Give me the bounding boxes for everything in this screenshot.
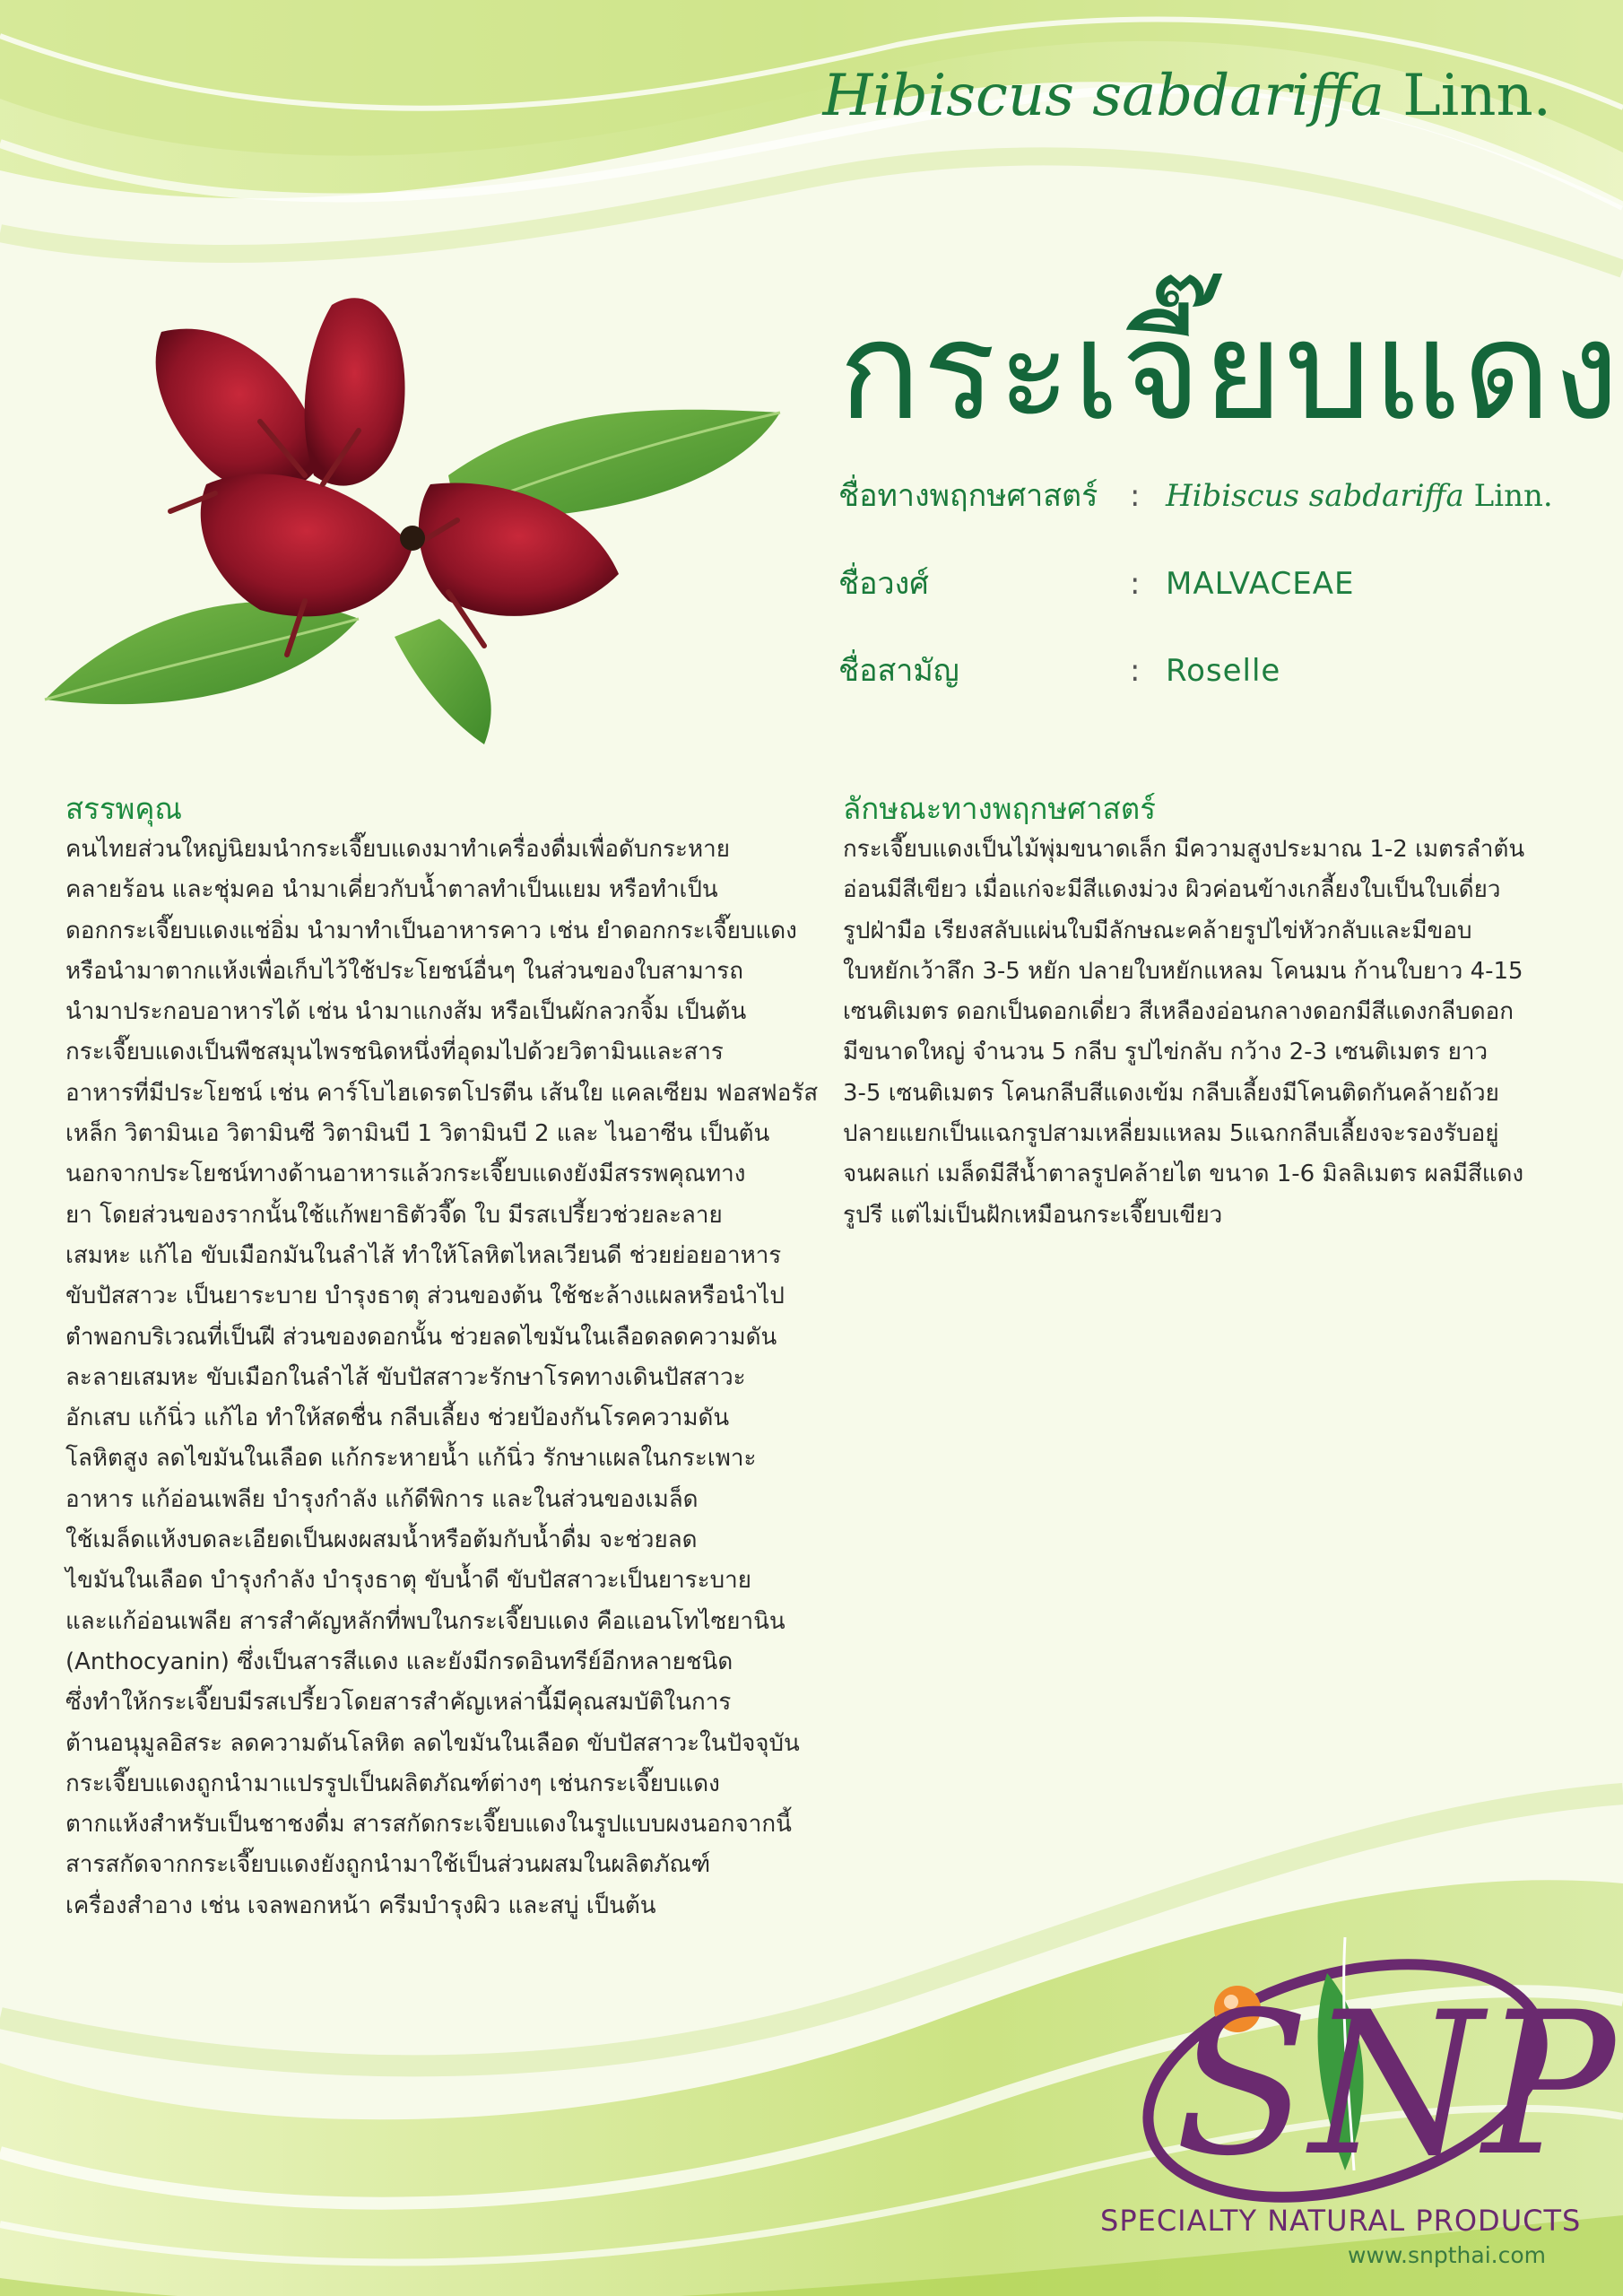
- info-row-family: [838, 559, 1355, 607]
- botany-line: จนผลแก่ เมล็ดมีสีน้ำตาลรูปคล้ายไต ขนาด 1-6 มิลลิเมตร ผลมีสีแดง: [843, 1161, 1524, 1188]
- benefits-line: นอกจากประโยชน์ทางด้านอาหารแล้วกระเจี๊ยบแดงยังมีสรรพคุณทาง: [65, 1161, 746, 1188]
- benefits-line: ดอกกระเจี๊ยบแดงแช่อิ่ม นำมาทำเป็นอาหารคาว เช่น ยำดอกกระเจี๊ยบแดง: [65, 917, 797, 944]
- benefits-line: อักเสบ แก้นิ่ว แก้ไอ ทำให้สดชื่น กลีบเลี้ยง ช่วยป้องกันโรคความดัน: [65, 1405, 730, 1432]
- benefits-line: เหล็ก วิตามินเอ วิตามินซี วิตามินบี 1 วิตามินบี 2 และ ไนอาซีน เป็นต้น: [65, 1120, 770, 1148]
- benefits-line: อาหารที่มีประโยชน์ เช่น คาร์โบไฮเดรตโปรตีน เส้นใย แคลเซียม ฟอสฟอรัส: [65, 1079, 819, 1107]
- benefits-line: ยา โดยส่วนของรากนั้นใช้แก้พยาธิตัวจี๊ด ใบ มีรสเปรี้ยวช่วยละลาย: [65, 1201, 723, 1229]
- benefits-line: ละลายเสมหะ ขับเมือกในลำไส้ ขับปัสสาวะรักษาโรคทางเดินปัสสาวะ: [65, 1363, 746, 1391]
- brand-url[interactable]: www.snpthai.com: [1348, 2242, 1546, 2268]
- botany-line: มีขนาดใหญ่ จำนวน 5 กลีบ รูปไข่กลับ กว้าง 2-3 เซนติเมตร ยาว: [843, 1039, 1488, 1066]
- benefits-line: หรือนำมาตากแห้งเพื่อเก็บไว้ใช้ประโยชน์อื่นๆ ในส่วนของใบสามารถ: [65, 957, 744, 985]
- header-scientific-author: Linn.: [1402, 63, 1551, 129]
- benefits-line: อาหาร แก้อ่อนเพลีย บำรุงกำลัง แก้ดีพิการ และในส่วนของเมล็ด: [65, 1485, 699, 1513]
- header-scientific-name: [822, 63, 1551, 129]
- benefits-line: ขับปัสสาวะ เป็นยาระบาย บำรุงธาตุ ส่วนของต้น ใช้ชะล้างแผลหรือนำไป: [65, 1283, 785, 1310]
- page-title-thai: กระเจี๊ยบแดง: [838, 291, 1621, 450]
- benefits-line: ซึ่งทำให้กระเจี๊ยบมีรสเปรี้ยวโดยสารสำคัญเหล่านี้มีคุณสมบัติในการ: [65, 1689, 732, 1717]
- benefits-line: ใช้เมล็ดแห้งบดละเอียดเป็นผงผสมน้ำหรือต้มกับน้ำดื่ม จะช่วยลด: [65, 1526, 698, 1554]
- botany-line: รูปรี แต่ไม่เป็นฝักเหมือนกระเจี๊ยบเขียว: [843, 1201, 1223, 1229]
- benefits-line: ต้านอนุมูลอิสระ ลดความดันโลหิต ลดไขมันในเลือด ขับปัสสาวะในปัจจุบัน: [65, 1729, 800, 1757]
- brand-name: SPECIALTY NATURAL PRODUCTS: [1100, 2204, 1582, 2238]
- botany-line: กระเจี๊ยบแดงเป็นไม้พุ่มขนาดเล็ก มีความสูงประมาณ 1-2 เมตรลำต้น: [843, 836, 1525, 863]
- benefits-line: เครื่องสำอาง เช่น เจลพอกหน้า ครีมบำรุงผิว และสบู่ เป็นต้น: [65, 1892, 656, 1919]
- botany-line: เซนติเมตร ดอกเป็นดอกเดี่ยว สีเหลืองอ่อนกลางดอกมีสีแดงกลีบดอก: [843, 998, 1514, 1026]
- benefits-line: โลหิตสูง ลดไขมันในเลือด แก้กระหายน้ำ แก้นิ่ว รักษาแผลในกระเพาะ: [65, 1445, 757, 1473]
- benefits-line: ตำพอกบริเวณที่เป็นฝี ส่วนของดอกนั้น ช่วยลดไขมันในเลือดลดความดัน: [65, 1323, 777, 1351]
- info-value: Linn.: [1473, 478, 1553, 514]
- info-value-italic: Hibiscus sabdariffa: [1166, 478, 1464, 514]
- benefits-line: กระเจี๊ยบแดงถูกนำมาแปรรูปเป็นผลิตภัณฑ์ต่างๆ เช่นกระเจี๊ยบแดง: [65, 1770, 720, 1797]
- botany-line: 3-5 เซนติเมตร โคนกลีบสีแดงเข้ม กลีบเลี้ยงมีโคนติดกันคล้ายถ้วย: [843, 1079, 1499, 1107]
- benefits-line: สารสกัดจากกระเจี๊ยบแดงยังถูกนำมาใช้เป็นส่วนผสมในผลิตภัณฑ์: [65, 1851, 711, 1879]
- benefits-line: เสมหะ แก้ไอ ขับเมือกมันในลำไส้ ทำให้โลหิตไหลเวียนดี ช่วยย่อยอาหาร: [65, 1241, 782, 1269]
- info-row-scientific: [838, 471, 1553, 519]
- info-label: ชื่อวงศ์: [838, 566, 929, 602]
- info-colon: :: [1130, 478, 1141, 514]
- botany-line: ปลายแยกเป็นแฉกรูปสามเหลี่ยมแหลม 5แฉกกลีบเลี้ยงจะรองรับอยู่: [843, 1120, 1499, 1148]
- roselle-flower-image: [36, 278, 789, 762]
- info-label: ชื่อทางพฤกษศาสตร์: [838, 478, 1098, 514]
- benefits-line: และแก้อ่อนเพลีย สารสำคัญหลักที่พบในกระเจี๊ยบแดง คือแอนโทไซยานิน: [65, 1607, 785, 1635]
- info-value: MALVACEAE: [1166, 566, 1355, 602]
- botany-line: ใบหยักเว้าลึก 3-5 หยัก ปลายใบหยักแหลม โคนมน ก้านใบยาว 4-15: [843, 957, 1523, 985]
- benefits-line: ไขมันในเลือด บำรุงกำลัง บำรุงธาตุ ขับน้ำดี ขับปัสสาวะเป็นยาระบาย: [65, 1567, 751, 1595]
- benefits-body: [65, 830, 819, 1926]
- botany-body: [843, 830, 1551, 1236]
- info-colon: :: [1130, 566, 1141, 602]
- benefits-line: คลายร้อน และชุ่มคอ นำมาเคี่ยวกับน้ำตาลทำเป็นแยม หรือทำเป็น: [65, 876, 718, 904]
- info-row-common-name: [838, 646, 1280, 694]
- benefits-title: สรรพคุณ: [65, 791, 183, 826]
- info-colon: :: [1130, 653, 1141, 689]
- snp-logo: [1103, 1883, 1616, 2242]
- benefits-line: กระเจี๊ยบแดงเป็นพืชสมุนไพรชนิดหนึ่งที่อุดมไปด้วยวิตามินและสาร: [65, 1039, 724, 1066]
- benefits-line: คนไทยส่วนใหญ่นิยมนำกระเจี๊ยบแดงมาทำเครื่องดื่มเพื่อดับกระหาย: [65, 836, 730, 863]
- logo-letters: SNP: [1175, 1970, 1616, 2199]
- benefits-line: นำมาประกอบอาหารได้ เช่น นำมาแกงส้ม หรือเป็นผักลวกจิ้ม เป็นต้น: [65, 998, 747, 1026]
- botany-line: อ่อนมีสีเขียว เมื่อแก่จะมีสีแดงม่วง ผิวค่อนข้างเกลี้ยงใบเป็นใบเดี่ยว: [843, 876, 1501, 904]
- benefits-line: ตากแห้งสำหรับเป็นชาชงดื่ม สารสกัดกระเจี๊ยบแดงในรูปแบบผงนอกจากนี้: [65, 1811, 792, 1839]
- botany-line: รูปฝ่ามือ เรียงสลับแผ่นใบมีลักษณะคล้ายรูปไข่หัวกลับและมีขอบ: [843, 917, 1472, 944]
- benefits-line: (Anthocyanin) ซึ่งเป็นสารสีแดง และยังมีกรดอินทรีย์อีกหลายชนิด: [65, 1648, 733, 1675]
- botany-title: ลักษณะทางพฤกษศาสตร์: [843, 791, 1156, 826]
- info-label: ชื่อสามัญ: [838, 653, 959, 689]
- header-scientific-italic: Hibiscus sabdariffa: [822, 63, 1384, 129]
- info-value: Roselle: [1166, 653, 1281, 689]
